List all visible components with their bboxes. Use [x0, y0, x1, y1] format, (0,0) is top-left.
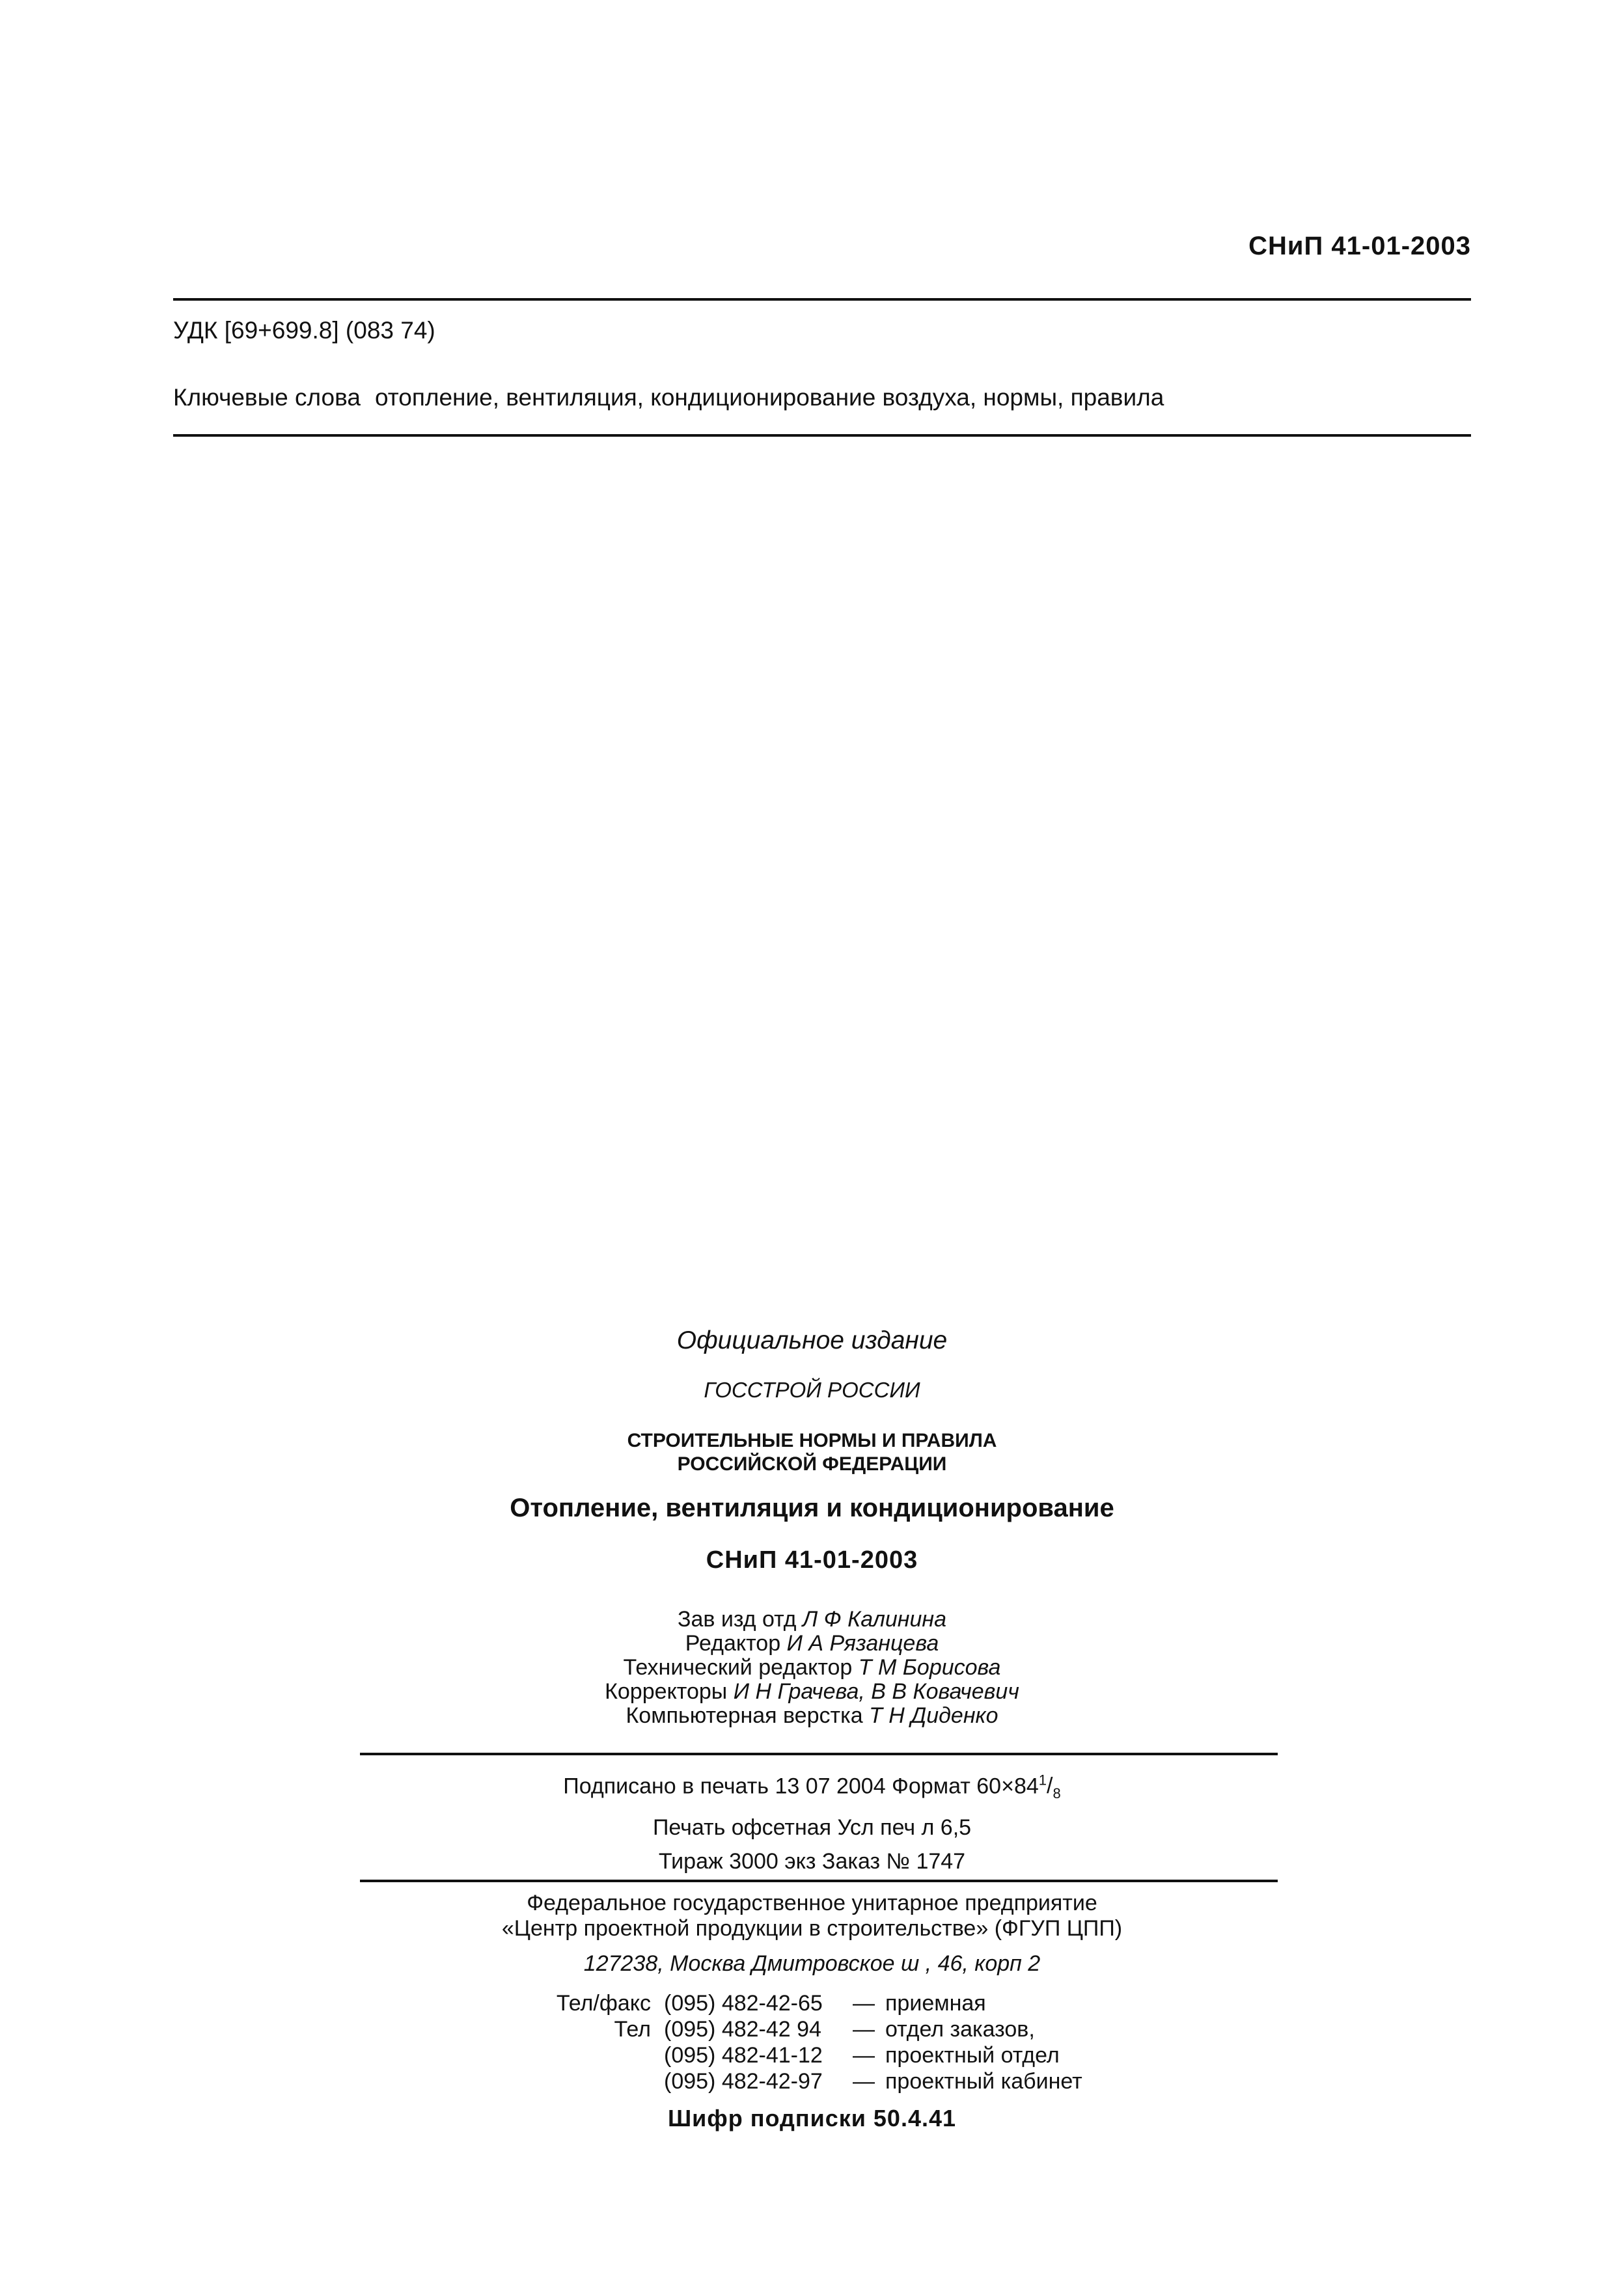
series-line-1: СТРОИТЕЛЬНЫЕ НОРМЫ И ПРАВИЛА: [627, 1430, 997, 1451]
keywords-label: Ключевые слова: [173, 384, 361, 411]
official-edition: Официальное издание: [676, 1326, 948, 1354]
staff-row: Корректоры И Н Грачева, В В Ковачевич: [605, 1679, 1019, 1704]
publisher-address: 127238, Москва Дмитровское ш , 46, корп 2: [583, 1951, 1041, 1976]
divider-top: [173, 298, 1471, 301]
phone-row: (095) 482-41-12 — проектный отдел: [664, 2043, 1060, 2068]
staff-row: Технический редактор Т М Борисова: [623, 1655, 1001, 1680]
series-line-2: РОССИЙСКОЙ ФЕДЕРАЦИИ: [677, 1453, 947, 1475]
publisher: [0, 1891, 1624, 1941]
publisher-line-1: Федеральное государственное унитарное предприятие: [527, 1891, 1097, 1915]
print-details: [0, 1764, 1624, 1878]
document-code-header: СНиП 41-01-2003: [1248, 232, 1471, 260]
keywords-line: [173, 384, 1164, 411]
subscription-cipher: Шифр подписки 50.4.41: [667, 2105, 957, 2131]
series-title: [0, 1429, 1624, 1476]
staff-row: Зав изд отд Л Ф Калинина: [677, 1607, 947, 1632]
staff-row: Компьютерная верстка Т Н Диденко: [626, 1703, 998, 1728]
phone-row: Тел/факс (095) 482-42-65 — приемная: [556, 1991, 986, 2016]
publisher-line-2: «Центр проектной продукции в строительстве» (ФГУП ЦПП): [501, 1916, 1123, 1941]
phone-list: [534, 1990, 1082, 2094]
divider-print: [360, 1880, 1278, 1882]
print-signed: Подписано в печать 13 07 2004 Формат $60\times 84^1/_8$: [563, 1772, 1061, 1802]
divider-keywords: [173, 434, 1471, 437]
staff-list: [0, 1608, 1624, 1728]
divider-staff: [360, 1753, 1278, 1755]
phone-row: Тел (095) 482-42 94 — отдел заказов,: [614, 2017, 1035, 2042]
document-title: Отопление, вентиляция и кондиционирование: [510, 1494, 1114, 1522]
document-code: СНиП 41-01-2003: [706, 1546, 918, 1574]
print-run: Тираж 3000 экз Заказ № 1747: [658, 1849, 966, 1874]
print-type: Печать офсетная Усл печ л 6,5: [652, 1815, 972, 1841]
agency-name: ГОССТРОЙ РОССИИ: [704, 1378, 920, 1402]
keywords-text: отопление, вентиляция, кондиционирование воздуха, нормы, правила: [374, 384, 1164, 411]
phone-row: (095) 482-42-97 — проектный кабинет: [664, 2069, 1082, 2094]
udk-code: УДК [69+699.8] (083 74): [173, 317, 435, 344]
staff-row: Редактор И А Рязанцева: [685, 1631, 939, 1656]
